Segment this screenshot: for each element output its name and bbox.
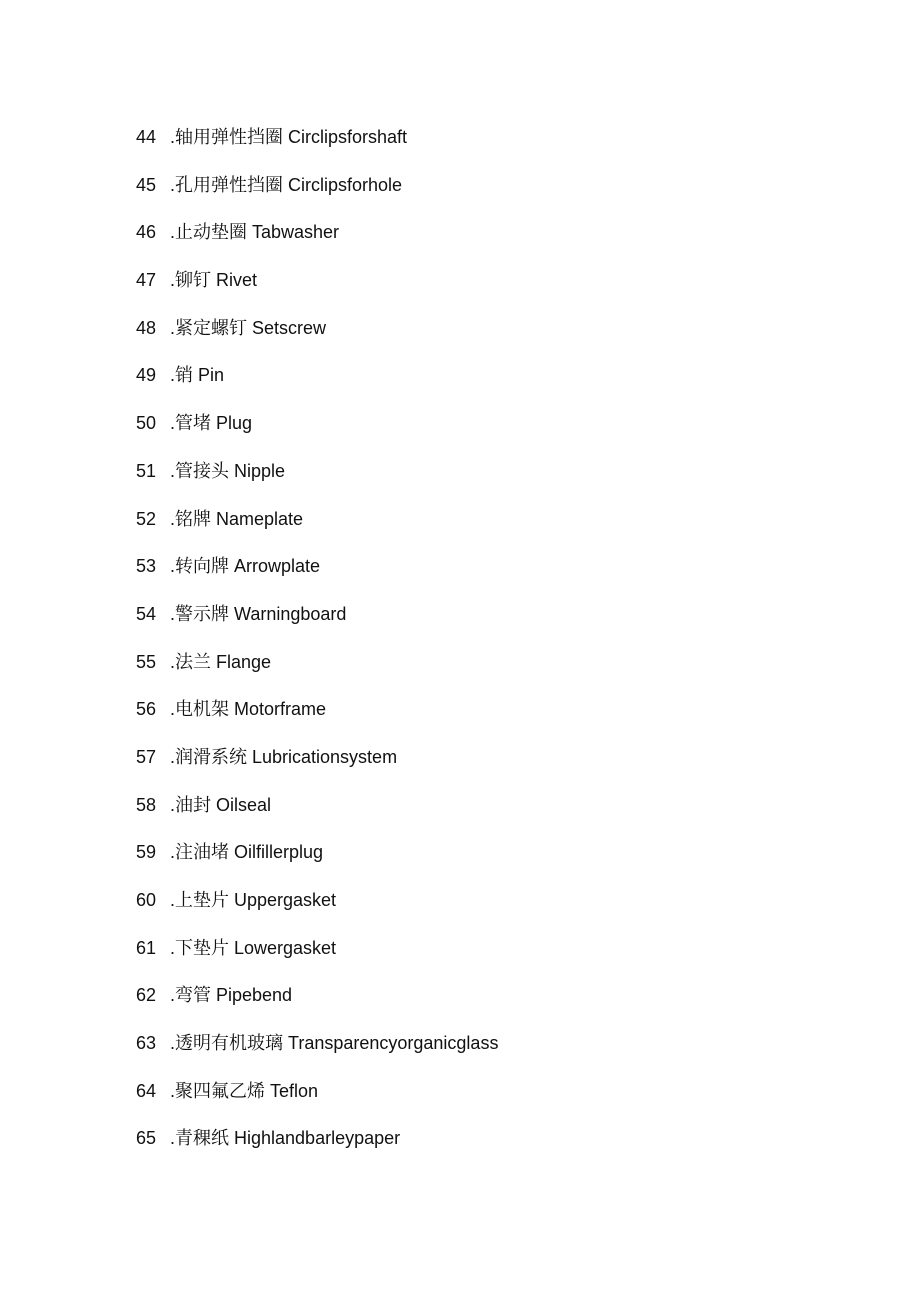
item-number: 54: [136, 603, 157, 624]
item-text: .止动垫圈 Tabwasher: [170, 222, 340, 243]
item-number: 62: [136, 985, 157, 1006]
item-number: 49: [136, 365, 157, 386]
item-number: 60: [136, 890, 157, 910]
item-text: .下垫片 Lowergasket: [170, 937, 337, 958]
list-item: [136, 643, 498, 691]
list-item: [136, 881, 498, 929]
item-text: .注油堵 Oilfillerplug: [170, 842, 324, 863]
item-number: 61: [136, 937, 157, 958]
item-text: .法兰 Flange: [170, 651, 272, 672]
list-item: [136, 404, 498, 452]
item-text: .聚四氟乙烯 Teflon: [170, 1080, 319, 1101]
item-number: 47: [136, 270, 157, 291]
item-text: .电机架 Motorframe: [170, 699, 327, 720]
list-item: [136, 547, 498, 595]
item-number: 53: [136, 556, 157, 577]
item-text: .青稞纸 Highlandbarleypaper: [170, 1128, 401, 1149]
item-text: .润滑系统 Lubricationsystem: [170, 746, 398, 767]
list-item: [136, 738, 498, 786]
item-text: .管堵 Plug: [170, 413, 253, 434]
item-number: 57: [136, 746, 157, 767]
item-text: .铭牌 Nameplate: [170, 508, 304, 529]
item-text: .管接头 Nipple: [170, 460, 286, 481]
list-item: [136, 595, 498, 643]
list-item: [136, 261, 498, 309]
item-text: .警示牌 Warningboard: [170, 603, 347, 624]
item-text: .上垫片 Uppergasket: [170, 890, 337, 910]
list-item: [136, 166, 498, 214]
item-text: .紧定螺钉 Setscrew: [170, 317, 327, 338]
item-number: 63: [136, 1033, 157, 1054]
item-number: 45: [136, 174, 157, 195]
item-number: 44: [136, 127, 157, 147]
item-number: 50: [136, 413, 157, 434]
item-text: .销 Pin: [170, 365, 225, 386]
item-text: .转向牌 Arrowplate: [170, 556, 321, 577]
item-number: 56: [136, 699, 157, 720]
item-text: .轴用弹性挡圈 Circlipsforshaft: [170, 127, 408, 147]
item-number: 55: [136, 651, 157, 672]
item-text: .弯管 Pipebend: [170, 985, 293, 1006]
item-text: .透明有机玻璃 Transparencyorganicglass: [170, 1033, 499, 1054]
list-item: [136, 118, 498, 166]
item-number: 46: [136, 222, 157, 243]
list-item: [136, 976, 498, 1024]
item-number: 65: [136, 1128, 157, 1149]
item-number: 48: [136, 317, 157, 338]
item-number: 52: [136, 508, 157, 529]
list-item: [136, 833, 498, 881]
list-item: [136, 452, 498, 500]
item-number: 58: [136, 794, 157, 815]
list-item: [136, 690, 498, 738]
list-item: [136, 356, 498, 404]
list-item: [136, 1119, 498, 1167]
item-number: 51: [136, 460, 157, 481]
item-text: .油封 Oilseal: [170, 794, 272, 815]
list-item: [136, 213, 498, 261]
item-number: 64: [136, 1080, 157, 1101]
list-item: [136, 1072, 498, 1120]
term-list: [136, 118, 498, 1167]
list-item: [136, 500, 498, 548]
list-item: [136, 929, 498, 977]
list-item: [136, 786, 498, 834]
item-text: .铆钉 Rivet: [170, 270, 258, 291]
list-item: [136, 309, 498, 357]
list-item: [136, 1024, 498, 1072]
item-number: 59: [136, 842, 157, 863]
item-text: .孔用弹性挡圈 Circlipsforhole: [170, 174, 403, 195]
